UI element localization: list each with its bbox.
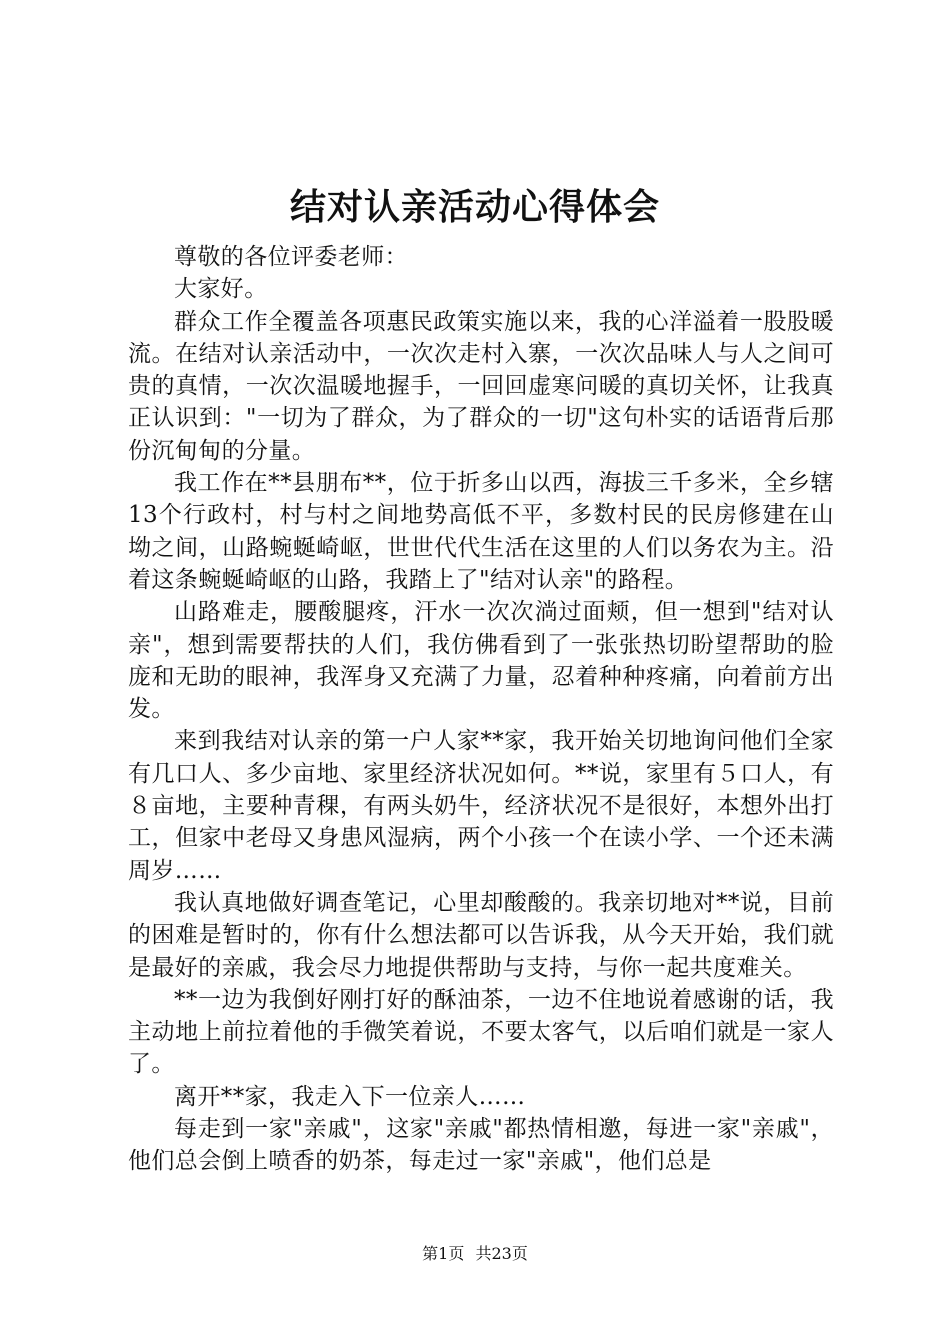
paragraph: 山路难走，腰酸腿疼，汗水一次次淌过面颊，但一想到"结对认亲"，想到需要帮扶的人们，我仿佛看到了一张张热切盼望帮助的脸庞和无助的眼神，我浑身又充满了力量，忍着种种疼痛，向着前方出发。 — [128, 599, 834, 723]
document-body — [128, 241, 834, 1178]
salutation: 尊敬的各位评委老师： — [174, 244, 408, 270]
page-total: 共23页 — [475, 1244, 528, 1263]
paragraph: 来到我结对认亲的第一户人家**家，我开始关切地询问他们全家有几口人、多少亩地、家里经济状况如何。**说，家里有５口人，有８亩地，主要种青稞，有两头奶牛，经济状况不是很好，本想外出打工，但家中老母又身患风湿病，两个小孩一个在读小学、一个还未满周岁…… — [128, 728, 834, 884]
greeting: 大家好。 — [174, 276, 268, 303]
paragraph: 我认真地做好调查笔记，心里却酸酸的。我亲切地对**说，目前的困难是暂时的，你有什么想法都可以告诉我，从今天开始，我们就是最好的亲戚，我会尽力地提供帮助与支持，与你一起共度难关。 — [128, 889, 834, 981]
paragraph: 我工作在**县朋布**，位于折多山以西，海拔三千多米，全乡辖13个行政村，村与村之间地势高低不平，多数村民的民房修建在山坳之间，山路蜿蜒崎岖，世世代代生活在这里的人们以务农为主。沿着这条蜿蜒崎岖的山路，我踏上了"结对认亲"的路程。 — [128, 470, 834, 593]
paragraph: 离开**家，我走入下一位亲人…… — [174, 1083, 526, 1110]
paragraph: 每走到一家"亲戚"，这家"亲戚"都热情相邀，每进一家"亲戚"，他们总会倒上喷香的奶茶，每走过一家"亲戚"，他们总是 — [128, 1116, 834, 1175]
page-footer — [0, 1243, 950, 1265]
paragraph: **一边为我倒好刚打好的酥油茶，一边不住地说着感谢的话，我主动地上前拉着他的手微笑着说，不要太客气，以后咱们就是一家人了。 — [128, 986, 834, 1078]
document-title: 结对认亲活动心得体会 — [289, 186, 660, 228]
page-number: 第1页 — [422, 1244, 465, 1263]
paragraph: 群众工作全覆盖各项惠民政策实施以来，我的心洋溢着一股股暖流。在结对认亲活动中，一次次走村入寨，一次次品味人与人之间可贵的真情，一次次温暖地握手，一回回虚寒问暖的真切关怀，让我真正认识到："一切为了群众，为了群众的一切"这句朴实的话语背后那份沉甸甸的分量。 — [128, 308, 834, 464]
